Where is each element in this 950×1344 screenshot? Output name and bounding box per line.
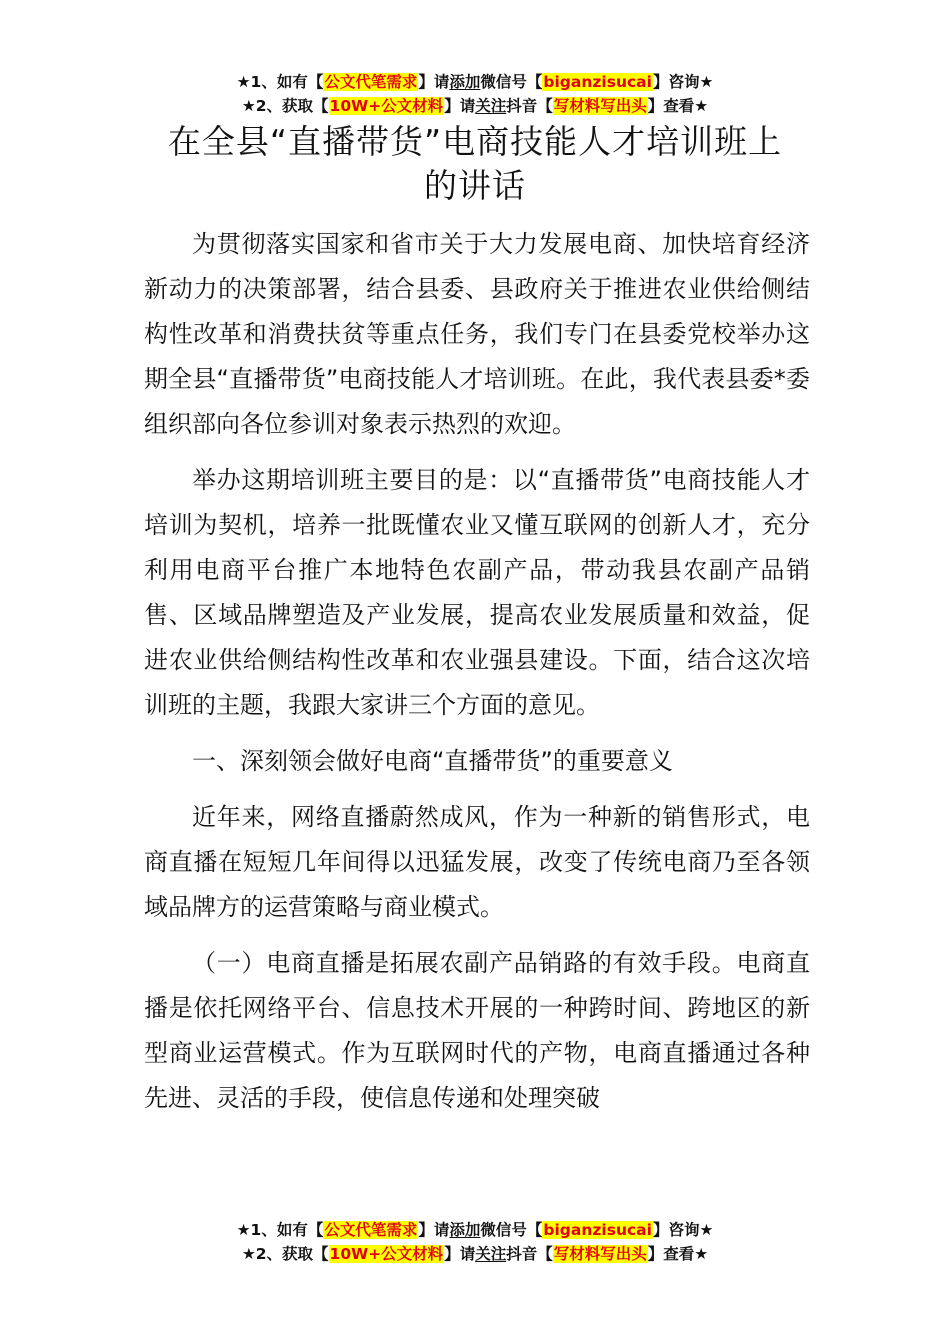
banner-text: 抖音【 <box>506 97 553 115</box>
paragraph: 举办这期培训班主要目的是：以“直播带货”电商技能人才培训为契机，培养一批既懂农业又懂互联网的创新人才，充分利用电商平台推广本地特色农副产品，带动我县农副产品销售、区域品牌塑造及产业发展，提高农业发展质量和效益，促进农业供给侧结构性改革和农业强县建设。下面，结合这次培训班的主题，我跟大家讲三个方面的意见。 <box>144 466 810 719</box>
document-body <box>144 222 810 1132</box>
banner-line-1 <box>0 70 950 94</box>
banner-line-1 <box>0 1218 950 1242</box>
banner-underline-text: 关注 <box>475 97 507 115</box>
paragraph: （一）电商直播是拓展农副产品销路的有效手段。电商直播是依托网络平台、信息技术开展的一种跨时间、跨地区的新型商业运营模式。作为互联网时代的产物，电商直播通过各种先进、灵活的手段，使信息传递和处理突破 <box>144 949 810 1112</box>
banner-text: 】请 <box>418 73 450 91</box>
highlight-douyin-account: 写材料写出头 <box>553 97 647 115</box>
banner-text: 】咨询★ <box>652 73 714 91</box>
highlight-materials: 10W+公文材料 <box>329 1245 444 1263</box>
banner-underline-text: 关注 <box>475 1245 507 1263</box>
highlight-service: 公文代笔需求 <box>324 73 418 91</box>
title-line-2: 的讲话 <box>424 166 526 205</box>
section-heading: 一、深刻领会做好电商“直播带货”的重要意义 <box>192 747 673 775</box>
document-title <box>140 120 810 208</box>
banner-text: 抖音【 <box>506 1245 553 1263</box>
paragraph: 近年来，网络直播蔚然成风，作为一种新的销售形式，电商直播在短短几年间得以迅猛发展，改变了传统电商乃至各领域品牌方的运营策略与商业模式。 <box>144 803 810 921</box>
banner-line-2 <box>0 1242 950 1266</box>
banner-text: ★2、获取【 <box>241 97 329 115</box>
banner-underline-text: 添加 <box>449 73 481 91</box>
banner-line-2 <box>0 94 950 118</box>
banner-text: ★2、获取【 <box>241 1245 329 1263</box>
banner-text: 微信号【 <box>480 73 543 91</box>
banner-text: 】请 <box>418 1221 450 1239</box>
highlight-materials: 10W+公文材料 <box>329 97 444 115</box>
banner-text: ★1、如有【 <box>236 1221 324 1239</box>
banner-text: 】查看★ <box>647 1245 709 1263</box>
banner-text: 微信号【 <box>480 1221 543 1239</box>
highlight-service: 公文代笔需求 <box>324 1221 418 1239</box>
paragraph: 为贯彻落实国家和省市关于大力发展电商、加快培育经济新动力的决策部署，结合县委、县政府关于推进农业供给侧结构性改革和消费扶贫等重点任务，我们专门在县委党校举办这期全县“直播带货”电商技能人才培训班。在此，我代表县委*委组织部向各位参训对象表示热烈的欢迎。 <box>144 230 810 438</box>
banner-underline-text: 添加 <box>449 1221 481 1239</box>
highlight-douyin-account: 写材料写出头 <box>553 1245 647 1263</box>
title-line-1: 在全县“直播带货”电商技能人才培训班上 <box>167 122 783 161</box>
banner-text: 】查看★ <box>647 97 709 115</box>
highlight-wechat-id: biganzisucai <box>543 1221 652 1239</box>
banner-text: ★1、如有【 <box>236 73 324 91</box>
banner-text: 】请 <box>444 97 476 115</box>
footer-banner <box>0 1218 950 1266</box>
highlight-wechat-id: biganzisucai <box>543 73 652 91</box>
banner-text: 】咨询★ <box>652 1221 714 1239</box>
banner-text: 】请 <box>444 1245 476 1263</box>
header-banner <box>0 70 950 118</box>
